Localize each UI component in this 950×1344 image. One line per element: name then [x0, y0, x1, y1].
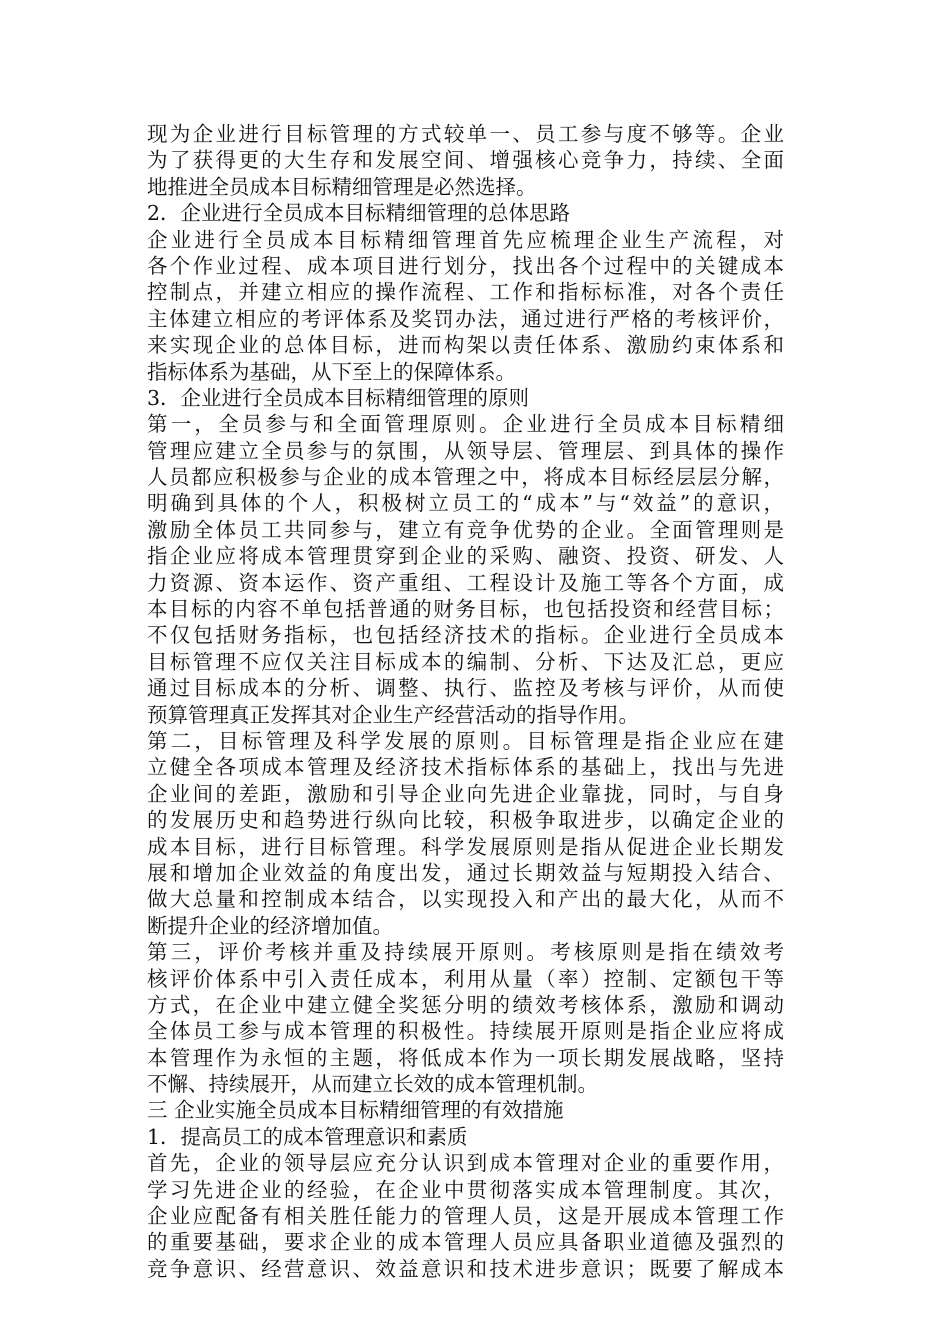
text-line: 地推进全员成本目标精细管理是必然选择。 — [147, 174, 537, 199]
text-line: 激励全体员工共同参与，建立有竞争优势的企业。全面管理则是 — [147, 517, 784, 542]
text-line: 为了获得更的大生存和发展空间、增强核心竞争力，持续、全面 — [147, 148, 784, 173]
text-line: 本管理作为永恒的主题，将低成本作为一项长期发展战略，坚持 — [147, 1045, 784, 1070]
text-line: 2．企业进行全员成本目标精细管理的总体思路 — [147, 201, 571, 226]
text-line: 企业应配备有相关胜任能力的管理人员，这是开展成本管理工作 — [147, 1204, 784, 1229]
text-line: 首先，企业的领导层应充分认识到成本管理对企业的重要作用， — [147, 1151, 784, 1176]
text-line: 第一，全员参与和全面管理原则。企业进行全员成本目标精细 — [147, 412, 784, 437]
text-line: 管理应建立全员参与的氛围，从领导层、管理层、到具体的操作 — [147, 438, 784, 463]
text-line: 做大总量和控制成本结合，以实现投入和产出的最大化，从而不 — [147, 887, 784, 912]
body-text — [147, 121, 784, 1282]
text-line: 3．企业进行全员成本目标精细管理的原则 — [147, 385, 530, 410]
text-line: 1．提高员工的成本管理意识和素质 — [147, 1124, 468, 1149]
text-line: 力资源、资本运作、资产重组、工程设计及施工等各个方面，成 — [147, 570, 784, 595]
text-line: 本目标的内容不单包括普通的财务目标，也包括投资和经营目标； — [147, 597, 784, 622]
text-line: 主体建立相应的考评体系及奖罚办法，通过进行严格的考核评价， — [147, 306, 784, 331]
text-line: 竞争意识、经营意识、效益意识和技术进步意识；既要了解成本 — [147, 1256, 784, 1281]
text-line: 明确到具体的个人，积极树立员工的“成本”与“效益”的意识， — [147, 491, 784, 516]
text-line: 学习先进企业的经验，在企业中贯彻落实成本管理制度。其次， — [147, 1177, 784, 1202]
text-line: 成本目标，进行目标管理。科学发展原则是指从促进企业长期发 — [147, 834, 784, 859]
text-line: 人员都应积极参与企业的成本管理之中，将成本目标经层层分解， — [147, 465, 784, 490]
text-line: 企业间的差距，激励和引导企业向先进企业靠拢，同时，与自身 — [147, 781, 784, 806]
text-line: 核评价体系中引入责任成本，利用从量（率）控制、定额包干等 — [147, 966, 784, 991]
text-line: 预算管理真正发挥其对企业生产经营活动的指导作用。 — [147, 702, 639, 727]
text-line: 目标管理不应仅关注目标成本的编制、分析、下达及汇总，更应 — [147, 649, 784, 674]
text-line: 第三，评价考核并重及持续展开原则。考核原则是指在绩效考 — [147, 940, 784, 965]
text-line: 的发展历史和趋势进行纵向比较，积极争取进步，以确定企业的 — [147, 808, 784, 833]
text-line: 控制点，并建立相应的操作流程、工作和指标标准，对各个责任 — [147, 280, 784, 305]
text-line: 来实现企业的总体目标，进而构架以责任体系、激励约束体系和 — [147, 333, 784, 358]
text-line: 三 企业实施全员成本目标精细管理的有效措施 — [147, 1098, 564, 1123]
text-line: 指企业应将成本管理贯穿到企业的采购、融资、投资、研发、人 — [147, 544, 784, 569]
text-line: 指标体系为基础，从下至上的保障体系。 — [147, 359, 516, 384]
text-line: 方式，在企业中建立健全奖惩分明的绩效考核体系，激励和调动 — [147, 992, 784, 1017]
text-line: 各个作业过程、成本项目进行划分，找出各个过程中的关键成本 — [147, 253, 784, 278]
text-line: 断提升企业的经济增加值。 — [147, 913, 393, 938]
text-line: 的重要基础，要求企业的成本管理人员应具备职业道德及强烈的 — [147, 1230, 784, 1255]
text-line: 不仅包括财务指标，也包括经济技术的指标。企业进行全员成本 — [147, 623, 784, 648]
text-line: 通过目标成本的分析、调整、执行、监控及考核与评价，从而使 — [147, 676, 784, 701]
text-line: 不懈、持续展开，从而建立长效的成本管理机制。 — [147, 1072, 598, 1097]
text-line: 展和增加企业效益的角度出发，通过长期效益与短期投入结合、 — [147, 860, 784, 885]
text-line: 第二，目标管理及科学发展的原则。目标管理是指企业应在建 — [147, 728, 784, 753]
text-line: 企业进行全员成本目标精细管理首先应梳理企业生产流程，对 — [147, 227, 784, 252]
text-line: 现为企业进行目标管理的方式较单一、员工参与度不够等。企业 — [147, 122, 784, 146]
text-line: 全体员工参与成本管理的积极性。持续展开原则是指企业应将成 — [147, 1019, 784, 1044]
text-line: 立健全各项成本管理及经济技术指标体系的基础上，找出与先进 — [147, 755, 784, 780]
